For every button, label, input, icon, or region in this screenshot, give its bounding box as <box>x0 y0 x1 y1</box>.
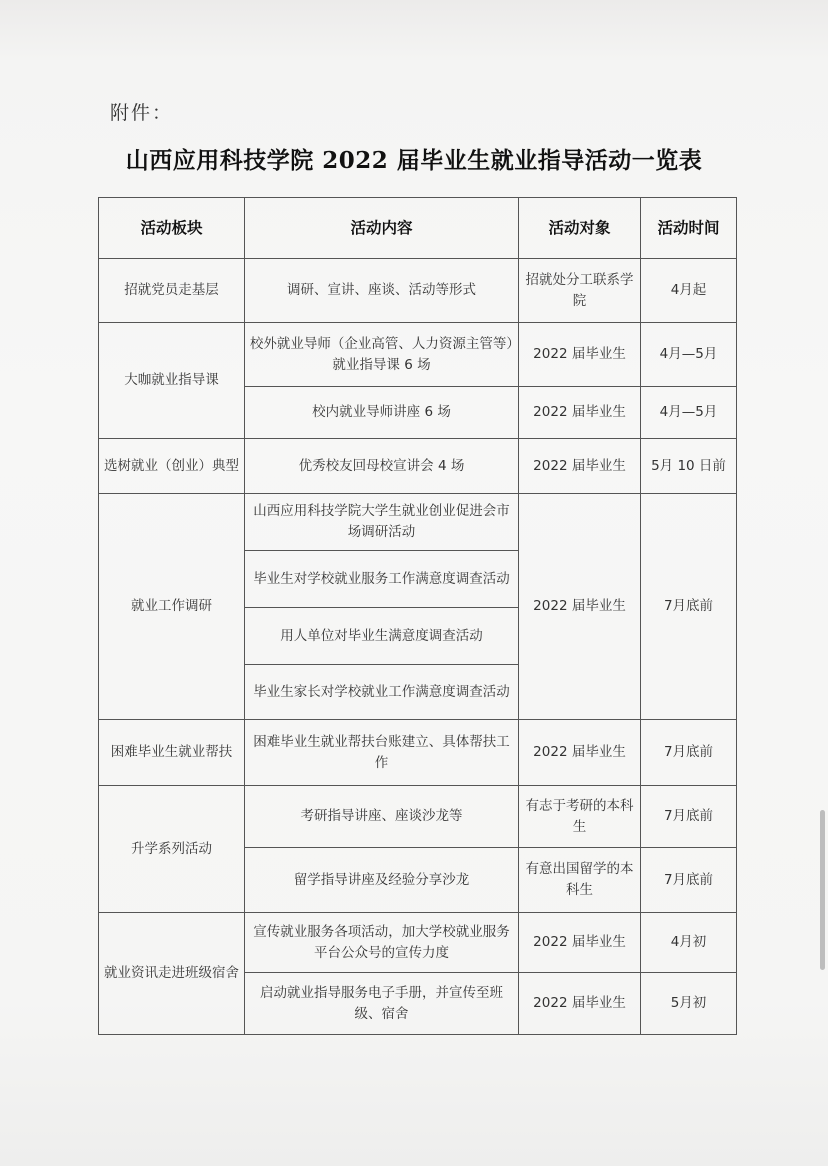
cell-time: 4月—5月 <box>641 387 737 439</box>
document-title: 山西应用科技学院 2022 届毕业生就业指导活动一览表 <box>125 147 703 174</box>
header-time: 活动时间 <box>641 198 737 259</box>
cell-time: 4月—5月 <box>641 323 737 387</box>
cell-target: 2022 届毕业生 <box>519 387 641 439</box>
cell-time: 7月底前 <box>641 494 737 720</box>
cell-time: 5月 10 日前 <box>641 439 737 494</box>
cell-content: 校外就业导师（企业高管、人力资源主管等）就业指导课 6 场 <box>245 323 519 387</box>
cell-content: 调研、宣讲、座谈、活动等形式 <box>245 259 519 323</box>
cell-target: 招就处分工联系学院 <box>519 259 641 323</box>
header-target: 活动对象 <box>519 198 641 259</box>
cell-target: 有志于考研的本科生 <box>519 786 641 848</box>
cell-block: 大咖就业指导课 <box>99 323 245 439</box>
table-row <box>99 913 737 973</box>
cell-target: 2022 届毕业生 <box>519 439 641 494</box>
cell-content: 考研指导讲座、座谈沙龙等 <box>245 786 519 848</box>
table-row <box>99 720 737 786</box>
table-row <box>99 439 737 494</box>
header-content: 活动内容 <box>245 198 519 259</box>
cell-content: 毕业生对学校就业服务工作满意度调查活动 <box>245 551 519 608</box>
cell-block: 升学系列活动 <box>99 786 245 913</box>
attachment-label: 附件： <box>110 102 174 124</box>
cell-content: 困难毕业生就业帮扶台账建立、具体帮扶工作 <box>245 720 519 786</box>
cell-time: 4月起 <box>641 259 737 323</box>
activity-table <box>98 197 737 1035</box>
cell-content: 优秀校友回母校宣讲会 4 场 <box>245 439 519 494</box>
cell-block: 就业工作调研 <box>99 494 245 720</box>
table-row <box>99 259 737 323</box>
cell-content: 留学指导讲座及经验分享沙龙 <box>245 848 519 913</box>
cell-content: 毕业生家长对学校就业工作满意度调查活动 <box>245 665 519 720</box>
cell-content: 用人单位对毕业生满意度调查活动 <box>245 608 519 665</box>
cell-content: 宣传就业服务各项活动，加大学校就业服务平台公众号的宣传力度 <box>245 913 519 973</box>
cell-block: 就业资讯走进班级宿舍 <box>99 913 245 1035</box>
vertical-scrollbar[interactable] <box>820 810 825 970</box>
cell-block: 困难毕业生就业帮扶 <box>99 720 245 786</box>
cell-target: 2022 届毕业生 <box>519 323 641 387</box>
cell-target: 2022 届毕业生 <box>519 973 641 1035</box>
table-header-row <box>99 198 737 259</box>
cell-target: 2022 届毕业生 <box>519 913 641 973</box>
cell-content: 山西应用科技学院大学生就业创业促进会市场调研活动 <box>245 494 519 551</box>
header-block: 活动板块 <box>99 198 245 259</box>
cell-target: 有意出国留学的本科生 <box>519 848 641 913</box>
cell-time: 4月初 <box>641 913 737 973</box>
table-row <box>99 786 737 848</box>
table-row <box>99 323 737 387</box>
cell-time: 7月底前 <box>641 720 737 786</box>
cell-time: 7月底前 <box>641 786 737 848</box>
cell-time: 5月初 <box>641 973 737 1035</box>
cell-block: 选树就业（创业）典型 <box>99 439 245 494</box>
cell-time: 7月底前 <box>641 848 737 913</box>
cell-content: 启动就业指导服务电子手册，并宣传至班级、宿舍 <box>245 973 519 1035</box>
cell-block: 招就党员走基层 <box>99 259 245 323</box>
cell-target: 2022 届毕业生 <box>519 720 641 786</box>
table-row <box>99 494 737 551</box>
cell-target: 2022 届毕业生 <box>519 494 641 720</box>
cell-content: 校内就业导师讲座 6 场 <box>245 387 519 439</box>
